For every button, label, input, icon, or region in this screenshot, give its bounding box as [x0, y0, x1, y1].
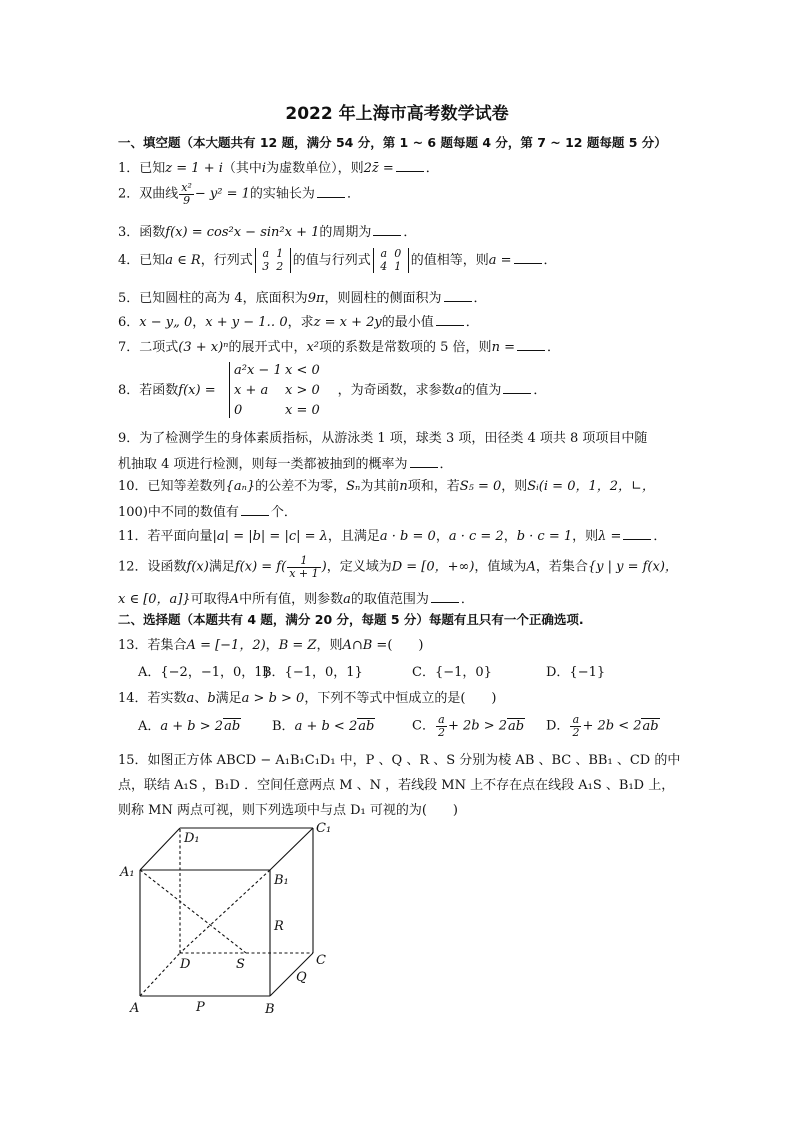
det-entry: 1 [276, 247, 284, 260]
q12-math: {y | y = f(x)， [587, 559, 678, 575]
q14-option-d[interactable] [546, 714, 660, 738]
q14-text: 14．若实数 [118, 691, 187, 706]
piece-expr: a²x − 1 [234, 363, 282, 378]
answer-blank [431, 592, 459, 603]
q2-text: ． [346, 186, 360, 202]
option-label: A． [138, 719, 161, 734]
answer-blank [444, 291, 472, 302]
q3-text: 的周期为 [319, 225, 372, 240]
answer-blank [514, 253, 542, 264]
question-10-line-2 [118, 505, 297, 519]
answer-blank [503, 383, 531, 394]
question-6 [118, 315, 479, 329]
q10-text: 个． [270, 505, 297, 520]
q1-math: z = 1 + i [165, 161, 223, 176]
q14-option-c[interactable] [412, 714, 525, 738]
q11-math: a · c = 2 [448, 529, 504, 544]
q11-text: ． [653, 529, 667, 544]
q4-text: 的值相等，则 [410, 253, 489, 269]
q11-math: a · b = 0 [379, 529, 436, 544]
section-1-header: 一、填空题（本大题共有 12 题，满分 54 分，第 1 ~ 6 题每题 4 分，第 7 ~ 12 题每题 5 分） [118, 135, 667, 150]
q8-math: f(x) = [178, 383, 216, 398]
q12-math: f(x) [186, 559, 209, 575]
q8-text: ． [533, 383, 547, 398]
numerator: 1 [287, 555, 320, 568]
question-8 [118, 383, 546, 397]
label-C: C [316, 953, 326, 968]
q11-text: ，且满足 [327, 529, 380, 544]
q5-text: ． [473, 291, 487, 306]
option-label: C． [412, 718, 435, 734]
q10-text: ，则 [501, 479, 528, 494]
q2-text: 2．双曲线 [118, 186, 179, 202]
edge-AD [140, 953, 180, 996]
section-2-header: 二、选择题（本题共有 4 题，满分 20 分，每题 5 分）每题有且只有一个正确选项. [118, 612, 584, 627]
q14-text: 、 [194, 691, 208, 706]
question-2 [118, 182, 360, 206]
q12-math: f(x) = f( [234, 559, 287, 575]
q8-math: a [454, 383, 463, 398]
question-15-line-3: 则称 MN 两点可视，则下列选项中与点 D₁ 可视的为( ) [118, 803, 458, 818]
q13-text: ，则 [316, 638, 343, 653]
q12-math: D = [0，+∞) [391, 559, 475, 575]
piece-cond: x < 0 [285, 363, 320, 378]
segment-A1S [140, 870, 246, 953]
question-15-line-2: 点，联结 A₁S ，B₁D ．空间任意两点 M 、N ，若线段 MN 上不存在点在线段 A₁S 、B₁D 上， [118, 778, 675, 793]
q1-math: 2z̄ = [363, 161, 394, 176]
q10-text: 为其前 [360, 479, 400, 494]
q11-text: ， [503, 529, 517, 544]
label-A: A [130, 1001, 140, 1016]
q7-math: n = [491, 340, 515, 355]
q14-text: ，下列不等式中恒成立的是( ) [304, 691, 497, 706]
q10-math: {aₙ} [225, 479, 256, 494]
denominator: 9 [183, 193, 191, 207]
q14-math: a [186, 691, 195, 706]
q4-math: a ∈ R [165, 253, 201, 269]
det-entry: 2 [276, 259, 284, 273]
q3-text: 3．函数 [118, 225, 166, 240]
question-11 [118, 529, 666, 543]
det-entry: a [262, 247, 270, 260]
numerator: a [436, 714, 447, 727]
piecewise-brace [229, 362, 230, 418]
q11-math: |a| = |b| = |c| = λ [212, 529, 328, 544]
question-3 [118, 225, 416, 239]
sqrt-radicand: ab [642, 718, 659, 734]
piecewise-row-1 [234, 364, 282, 377]
fraction [287, 555, 320, 579]
answer-blank [436, 315, 464, 326]
determinant-1 [255, 248, 291, 273]
q12-math: A [526, 559, 536, 575]
q12-text: 满足 [208, 559, 235, 575]
q14-option-b[interactable] [272, 720, 375, 733]
determinant-2 [373, 248, 409, 273]
answer-blank [623, 529, 651, 540]
answer-blank [517, 340, 545, 351]
q7-text: 的展开式中， [228, 340, 307, 355]
label-S: S [236, 957, 245, 972]
piecewise-cond-1 [285, 364, 320, 377]
question-9-line-1: 9．为了检测学生的身体素质指标，从游泳类 1 项，球类 3 项，田径类 4 项共 8 项项目中随 [118, 431, 648, 446]
q8-text: ，为奇函数，求参数 [337, 383, 455, 398]
label-R: R [274, 919, 284, 934]
q7-text: 项的系数是常数项的 5 倍，则 [319, 340, 492, 355]
q6-text: 的最小值 [381, 315, 434, 330]
det-entry: 3 [262, 259, 270, 273]
option-math: + 2b < 2 [582, 718, 642, 734]
q10-text: 中不同的数值有 [147, 505, 239, 520]
page-title: 2022 年上海市高考数学试卷 [285, 104, 509, 124]
q13-option-c[interactable]: C．{−1，0} [412, 665, 492, 680]
q13-option-a[interactable]: A．{−2，−1，0，1} [138, 665, 271, 680]
q8-text: 的值为 [462, 383, 502, 398]
q4-text: ． [543, 253, 557, 269]
q12-math: A [229, 592, 240, 607]
q4-text: 4．已知 [118, 253, 166, 269]
answer-blank [317, 187, 345, 198]
piecewise-cond-2 [285, 384, 320, 397]
q12-math: ) [321, 559, 327, 575]
label-Q: Q [296, 970, 307, 985]
q2-math: − y² = 1 [194, 186, 250, 202]
q13-math: A = [−1，2) [186, 638, 266, 653]
q11-math: b · c = 1 [516, 529, 573, 544]
q7-text: ． [546, 340, 560, 355]
option-math: + 2b > 2 [447, 718, 507, 734]
q7-text: 7．二项式 [118, 340, 179, 355]
q10-text: 10．已知等差数列 [118, 479, 226, 494]
det-entry: a [380, 247, 388, 260]
q1-text: 为虚数单位），则 [266, 161, 364, 176]
q11-text: ， [435, 529, 449, 544]
label-P: P [196, 1000, 205, 1015]
numerator: a [570, 714, 581, 727]
q13-option-b[interactable]: B．{−1，0，1} [262, 665, 363, 680]
q14-text: 满足 [215, 691, 242, 706]
q6-text: 6． [118, 315, 140, 330]
q3-text: ． [403, 225, 417, 240]
option-label: B． [272, 719, 295, 734]
det-entry: 0 [394, 247, 402, 260]
option-math: a + b < 2 [294, 719, 358, 734]
q7-math: (3 + x)ⁿ [178, 340, 229, 355]
question-7 [118, 340, 560, 354]
q7-math: x² [306, 340, 320, 355]
q5-text: 5．已知圆柱的高为 4，底面积为 [118, 291, 308, 306]
q12-text: 中所有值，则参数 [239, 592, 344, 607]
q11-text: ，则 [572, 529, 599, 544]
question-1 [118, 161, 439, 175]
piecewise-row-3 [234, 404, 242, 417]
q13-text: 13．若集合 [118, 638, 187, 653]
q13-math: A∩B = [342, 638, 388, 653]
q12-math: a [343, 592, 351, 607]
q14-math: b [207, 691, 216, 706]
q9-text: ． [439, 457, 453, 472]
q10-text: 的公差不为零， [255, 479, 347, 494]
question-15-line-1: 15．如图正方体 ABCD − A₁B₁C₁D₁ 中，P 、Q 、R 、S 分别为棱 AB 、BC 、BB₁ 、CD 的中 [118, 753, 681, 768]
piece-expr: x + a [234, 383, 269, 398]
edge-B1C1 [270, 828, 313, 870]
q12-text: ，定义域为 [326, 559, 392, 575]
question-4 [118, 248, 557, 273]
question-10-line-1 [118, 480, 655, 493]
q12-text: 的取值范围为 [350, 592, 429, 607]
q10-math: Sᵢ(i = 0，1，2，∟， [527, 479, 655, 494]
q1-text: （其中 [222, 161, 262, 176]
piece-expr: 0 [234, 403, 243, 418]
piecewise-cond-3 [285, 404, 320, 417]
sqrt-radicand: ab [358, 719, 375, 734]
question-13 [118, 639, 423, 652]
option-math: a + b > 2 [160, 719, 224, 734]
question-14 [118, 692, 497, 705]
fraction [436, 714, 447, 738]
q2-text: 的实轴长为 [249, 186, 315, 202]
piece-cond: x > 0 [285, 383, 320, 398]
answer-blank [396, 161, 424, 172]
q13-option-d[interactable]: D．{−1} [546, 665, 606, 680]
q6-math: x + y − 1‥ 0 [205, 315, 288, 330]
q10-math: Sₙ [346, 479, 361, 494]
q3-math: f(x) = cos²x − sin²x + 1 [165, 225, 320, 240]
sqrt-radicand: ab [508, 718, 525, 734]
fraction [570, 714, 581, 738]
q14-math: a > b > 0 [241, 691, 305, 706]
q13-text: ( ) [387, 638, 424, 653]
q11-text: 11．若平面向量 [118, 529, 213, 544]
q14-option-a[interactable] [138, 720, 241, 733]
q12-text: ，若集合 [535, 559, 588, 575]
label-B1: B₁ [274, 873, 289, 888]
fraction [179, 182, 194, 206]
q10-math: S₅ = 0 [459, 479, 502, 494]
q1-text: 1．已知 [118, 161, 166, 176]
q9-text: 机抽取 4 项进行检测，则每一类都被抽到的概率为 [118, 457, 408, 472]
q4-math: a = [488, 253, 512, 269]
q6-text: ， [192, 315, 206, 330]
q12-text: 可取得 [190, 592, 230, 607]
q10-text: 100) [118, 505, 148, 520]
q1-text: ． [425, 161, 439, 176]
piece-cond: x = 0 [285, 403, 320, 418]
q12-text: ，值域为 [474, 559, 527, 575]
answer-blank [241, 505, 269, 516]
answer-blank [373, 225, 401, 236]
q11-math: λ = [598, 529, 622, 544]
label-A1: A₁ [120, 865, 135, 880]
label-B: B [265, 1002, 275, 1017]
q13-math: B = Z [278, 638, 317, 653]
q6-math: x − y„ 0 [139, 315, 193, 330]
question-5 [118, 291, 487, 305]
question-9-line-2 [118, 457, 453, 471]
question-12-line-2 [118, 592, 474, 606]
sqrt-radicand: ab [224, 719, 241, 734]
denominator: x + 1 [289, 566, 319, 580]
option-label: D． [546, 718, 570, 734]
q10-math: n [399, 479, 408, 494]
label-D1: D₁ [184, 831, 200, 846]
denominator: 2 [437, 725, 445, 739]
det-entry: 4 [380, 259, 388, 273]
q12-math: x ∈ [0，a]} [118, 592, 191, 607]
q13-text: ， [265, 638, 279, 653]
cube-figure [118, 818, 348, 1018]
numerator: x² [181, 181, 192, 194]
q10-text: 项和，若 [407, 479, 460, 494]
q12-text: 12．设函数 [118, 559, 187, 575]
denominator: 2 [572, 725, 580, 739]
edge-A1D1 [140, 828, 180, 870]
label-C1: C₁ [316, 821, 332, 836]
q4-text: ，行列式 [200, 253, 253, 269]
q5-text: ，则圆柱的侧面积为 [324, 291, 442, 306]
answer-blank [410, 457, 438, 468]
q8-text: 8．若函数 [118, 383, 179, 398]
piecewise-row-2 [234, 384, 268, 397]
q4-text: 的值与行列式 [292, 253, 371, 269]
q6-text: ． [465, 315, 479, 330]
label-D: D [180, 957, 191, 972]
q12-text: ． [460, 592, 474, 607]
q6-text: ，求 [287, 315, 314, 330]
det-entry: 1 [394, 259, 402, 273]
q5-math: 9π [307, 291, 325, 306]
q6-math: z = x + 2y [313, 315, 382, 330]
question-12-line-1 [118, 555, 678, 579]
q1-math: i [261, 161, 267, 176]
